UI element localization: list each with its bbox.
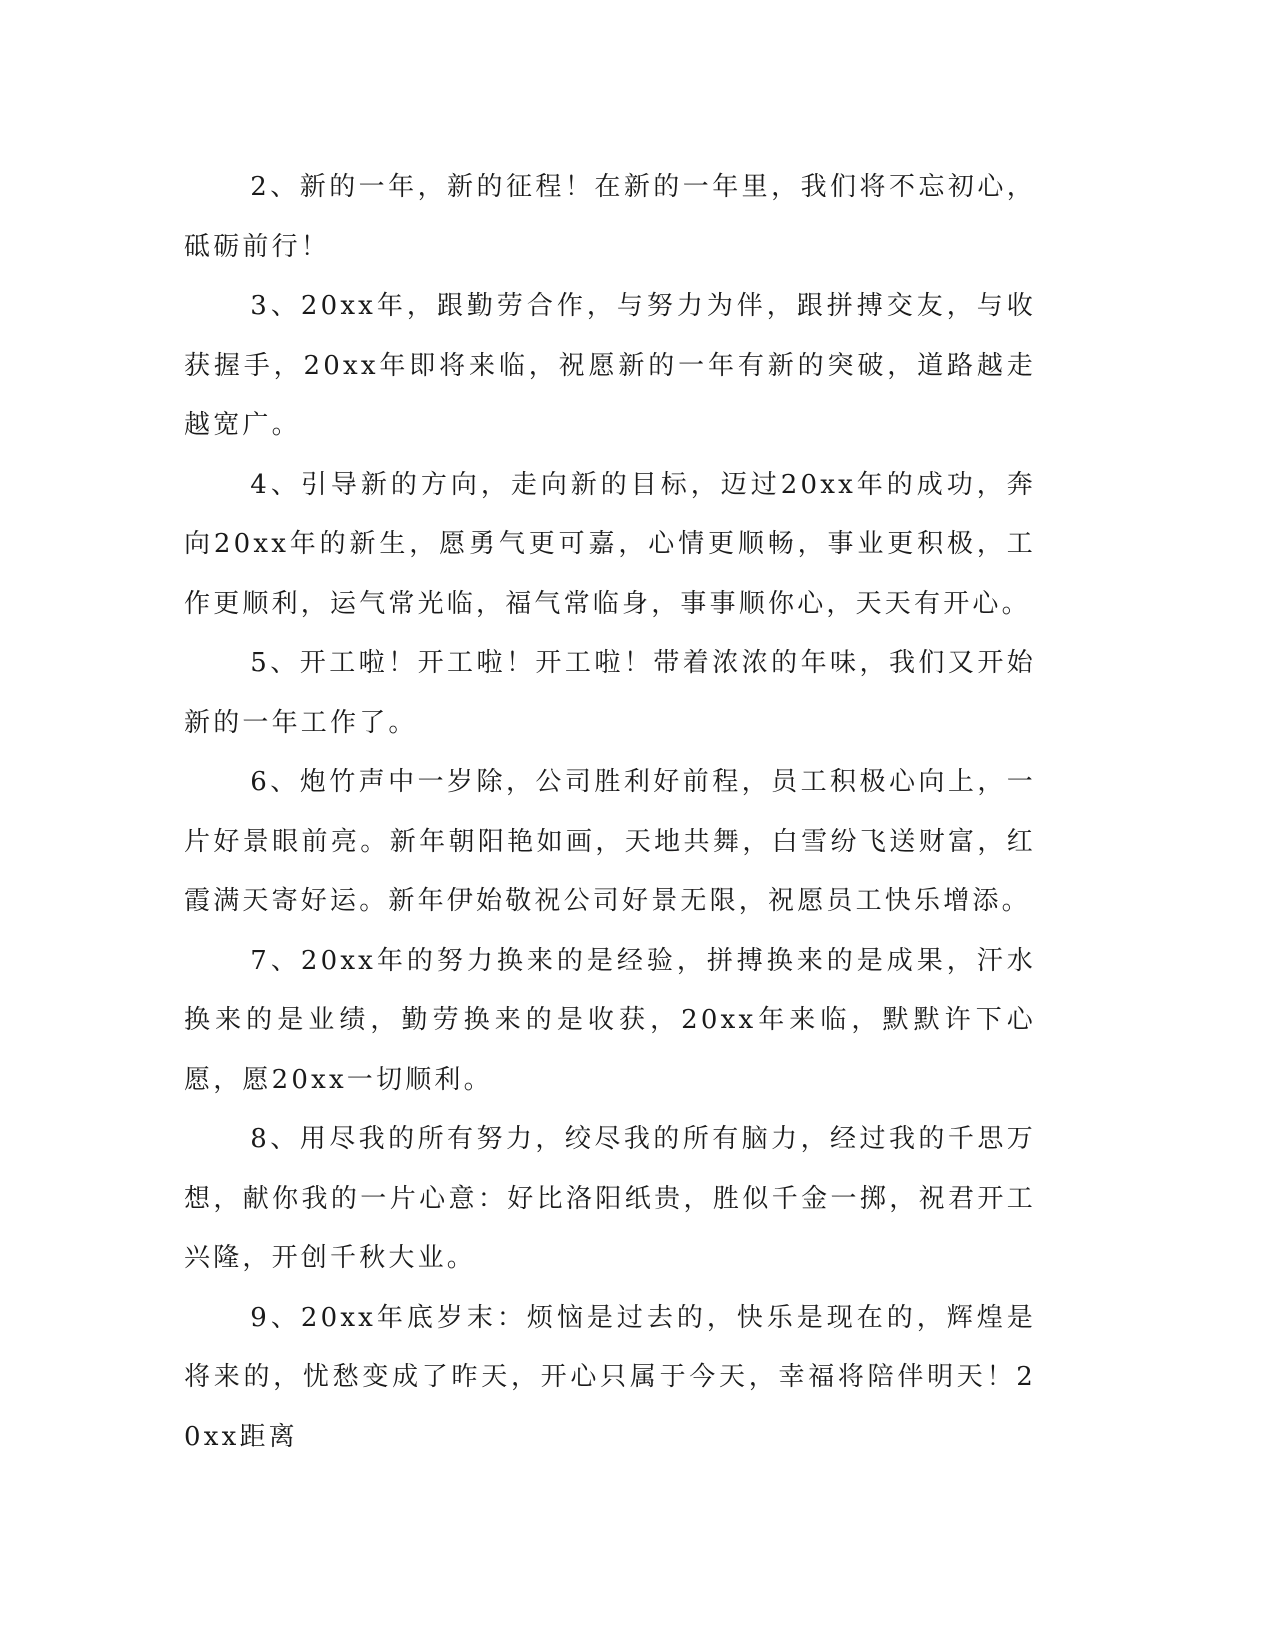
paragraph-7: 7、20xx年的努力换来的是经验，拼搏换来的是成果，汗水换来的是业绩，勤劳换来的是收获，20xx年来临，默默许下心愿，愿20xx一切顺利。 xyxy=(184,945,1036,1095)
paragraph-9: 9、20xx年底岁末：烦恼是过去的，快乐是现在的，辉煌是将来的，忧愁变成了昨天，开心只属于今天，幸福将陪伴明天！20xx距离 xyxy=(184,1302,1036,1452)
document-body xyxy=(184,158,1036,1467)
paragraph-6: 6、炮竹声中一岁除，公司胜利好前程，员工积极心向上，一片好景眼前亮。新年朝阳艳如画，天地共舞，白雪纷飞送财富，红霞满天寄好运。新年伊始敬祝公司好景无限，祝愿员工快乐增添。 xyxy=(184,767,1036,916)
paragraph-8: 8、用尽我的所有努力，绞尽我的所有脑力，经过我的千思万想，献你我的一片心意：好比洛阳纸贵，胜似千金一掷，祝君开工兴隆，开创千秋大业。 xyxy=(184,1124,1036,1273)
paragraph-2: 2、新的一年，新的征程！在新的一年里，我们将不忘初心，砥砺前行！ xyxy=(184,172,1036,262)
paragraph-5: 5、开工啦！开工啦！开工啦！带着浓浓的年味，我们又开始新的一年工作了。 xyxy=(184,648,1036,738)
paragraph-3: 3、20xx年，跟勤劳合作，与努力为伴，跟拼搏交友，与收获握手，20xx年即将来临，祝愿新的一年有新的突破，道路越走越宽广。 xyxy=(184,291,1036,440)
paragraph-4: 4、引导新的方向，走向新的目标，迈过20xx年的成功，奔向20xx年的新生，愿勇气更可嘉，心情更顺畅，事业更积极，工作更顺利，运气常光临，福气常临身，事事顺你心，天天有开心。 xyxy=(184,469,1036,619)
